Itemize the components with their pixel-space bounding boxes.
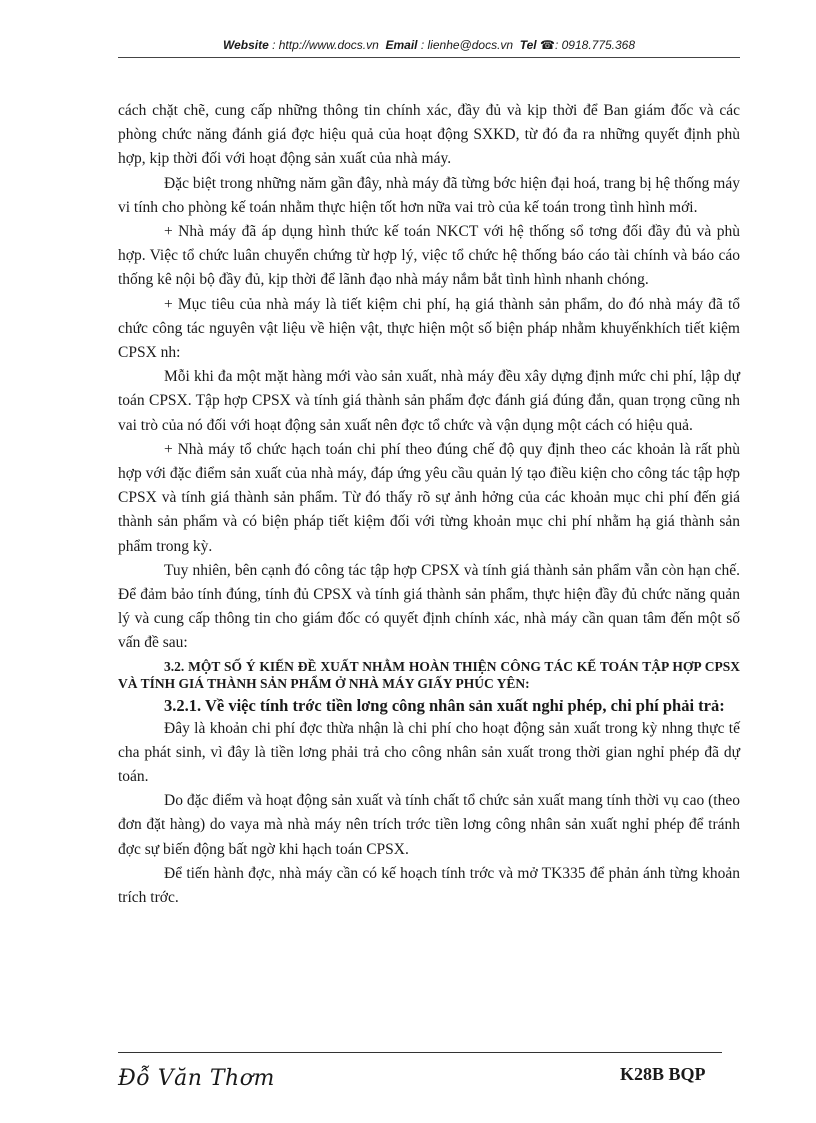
paragraph-7: Tuy nhiên, bên cạnh đó công tác tập hợp CPSX và tính giá thành sản phẩm vẫn còn hạn chế. Để đảm bảo tính đúng, tính đủ CPSX và tính giá thành sản phẩm, thực hiện đầy đủ chức năng quản lý và cung cấp thông tin cho giám đốc có quyết định chính xác, nhà máy cần quan tâm đến một số vấn đề sau:: [118, 561, 740, 652]
paragraph-4: + Mục tiêu của nhà máy là tiết kiệm chi phí, hạ giá thành sản phẩm, do đó nhà máy đã tổ chức công tác nguyên vật liệu về hiện vật, thực hiện một số biện pháp nhằm khuyếnkhích tiết kiệm CPSX nh:: [118, 295, 740, 362]
tel-label: Tel: [519, 38, 537, 52]
paragraph-1: cách chặt chẽ, cung cấp những thông tin chính xác, đầy đủ và kịp thời để Ban giám đốc và các phòng chức năng đánh giá đợc hiệu quả của hoạt động SXKD, từ đó đa ra những quyết định phù hợp, kịp thời đối với hoạt động sản xuất của nhà máy.: [118, 102, 740, 168]
footer-divider: [118, 1052, 722, 1053]
document-body: [118, 99, 740, 910]
class-code: K28B BQP: [620, 1064, 706, 1084]
header-divider: [118, 57, 740, 58]
author-signature: Đỗ Văn Thơm: [118, 1066, 275, 1091]
paragraph-3: + Nhà máy đã áp dụng hình thức kế toán NKCT với hệ thống sổ tơng đối đầy đủ và phù hợp. Việc tổ chức luân chuyển chứng từ hợp lý, việc tổ chức hệ thống báo cáo tài chính và báo cáo thống kê nội bộ đầy đủ, kịp thời để lãnh đạo nhà máy nắm bắt tình hình nhanh chóng.: [118, 223, 740, 289]
paragraph-2: Đặc biệt trong những năm gần đây, nhà máy đã từng bớc hiện đại hoá, trang bị hệ thống máy vi tính cho phòng kế toán nhằm thực hiện tốt hơn nữa vai trò của kế toán trong tình hình mới.: [118, 174, 740, 216]
paragraph-5: Mỗi khi đa một mặt hàng mới vào sản xuất, nhà máy đều xây dựng định mức chi phí, lập dự toán CPSX. Tập hợp CPSX và tính giá thành sản phẩm đợc đánh giá đúng đắn, quan trọng cũng nh vai trò của nó đối với hoạt động sản xuất nên đợc tổ chức và vận dụng một cách có hiệu quả.: [118, 368, 740, 434]
paragraph-9: Do đặc điểm và hoạt động sản xuất và tính chất tổ chức sản xuất mang tính thời vụ cao (theo đơn đặt hàng) do vaya mà nhà máy nên trích trớc tiền lơng công nhân sản xuất nghỉ phép để tránh đợc sự biến động bất ngờ khi hạch toán CPSX.: [118, 792, 740, 858]
section-heading: 3.2. MỘT SỐ Ý KIẾN ĐỀ XUẤT NHẰM HOÀN THIỆN CÔNG TÁC KẾ TOÁN TẬP HỢP CPSX VÀ TÍNH GIÁ THÀNH SẢN PHẨM Ở NHÀ MÁY GIẤY PHÚC YÊN:: [118, 658, 740, 691]
tel-value: : 0918.775.368: [554, 38, 636, 52]
email-label: Email: [385, 38, 418, 52]
email-value: : lienhe@docs.vn: [420, 38, 514, 52]
website-label: Website: [222, 38, 269, 52]
website-value: : http://www.docs.vn: [272, 38, 379, 52]
page-header: [118, 38, 740, 52]
subsection-heading: 3.2.1. Về việc tính trớc tiền lơng công nhân sản xuất nghỉ phép, chi phí phải trả:: [164, 695, 725, 715]
phone-icon: ☎: [540, 38, 555, 52]
paragraph-6: + Nhà máy tổ chức hạch toán chi phí theo đúng chế độ quy định theo các khoản là rất phù hợp với đặc điểm sản xuất của nhà máy, đáp ứng yêu cầu quản lý tạo điều kiện cho công tác tập hợp CPSX và tính giá thành sản phẩm. Từ đó thấy rõ sự ảnh hởng của các khoản mục chi phí đến giá thành sản phẩm và có biện pháp tiết kiệm đối với từng khoản mục chi phí nhằm hạ giá thành sản phẩm trong kỳ.: [118, 440, 740, 555]
paragraph-10: Để tiến hành đợc, nhà máy cần có kế hoạch tính trớc và mở TK335 để phản ánh từng khoản trích trớc.: [118, 864, 740, 907]
paragraph-8: Đây là khoản chi phí đợc thừa nhận là chi phí cho hoạt động sản xuất trong kỳ nhng thực tế cha phát sinh, vì đây là tiền lơng phải trả cho công nhân sản xuất trong thời gian nghỉ phép đã dự toán.: [118, 719, 740, 786]
